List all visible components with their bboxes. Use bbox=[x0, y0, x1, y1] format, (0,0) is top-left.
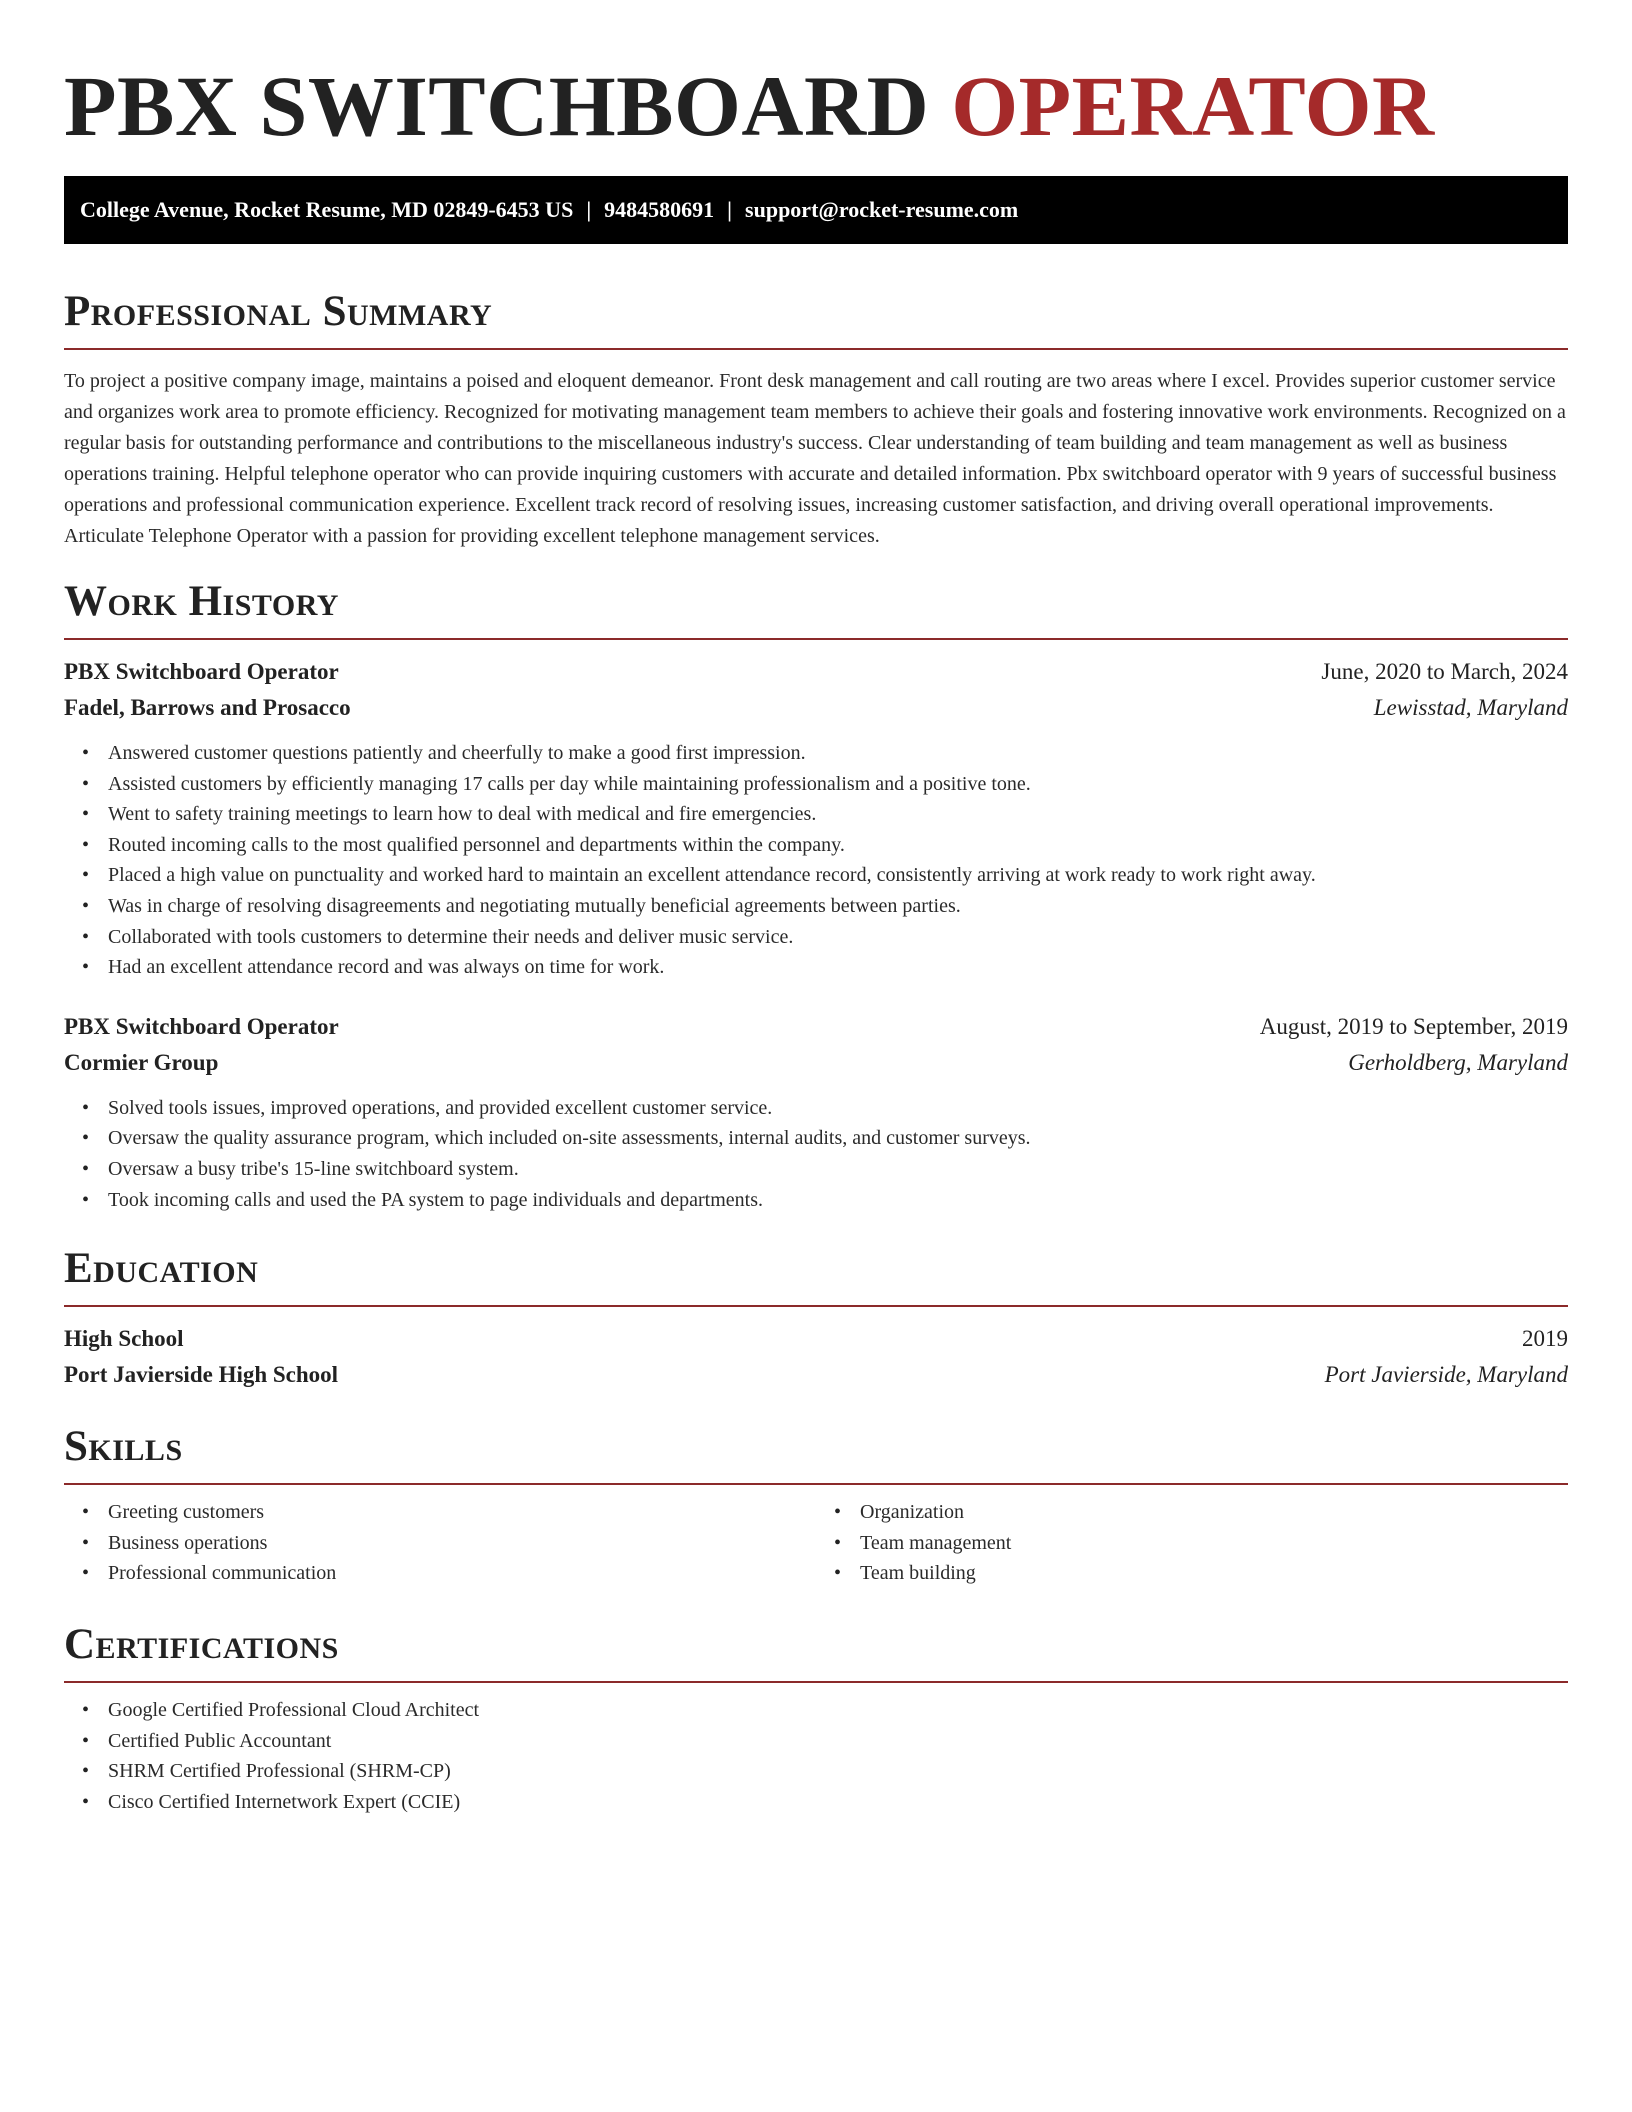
resume-name bbox=[64, 0, 1568, 156]
certifications-list bbox=[64, 1695, 1568, 1817]
job-title: PBX Switchboard Operator bbox=[64, 659, 339, 684]
job-entry bbox=[64, 1009, 1568, 1215]
list-item: • Routed incoming calls to the most qualified personnel and departments within the company. bbox=[108, 830, 1568, 861]
job-dates: August, 2019 to September, 2019 bbox=[1259, 1013, 1568, 1039]
certifications-section bbox=[64, 1619, 1568, 1817]
education-section bbox=[64, 1243, 1568, 1393]
job-company: Fadel, Barrows and Prosacco bbox=[64, 695, 351, 720]
work-history-title: Work History bbox=[64, 578, 339, 625]
education-location: Port Javierside, Maryland bbox=[1324, 1362, 1568, 1388]
job-bullets bbox=[64, 738, 1568, 983]
education-header-row bbox=[64, 1321, 1568, 1357]
list-item: • Oversaw the quality assurance program, which included on-site assessments, internal audits, and customer surveys. bbox=[108, 1123, 1568, 1154]
skill-item: • Team building bbox=[860, 1558, 1568, 1589]
education-entry bbox=[64, 1321, 1568, 1393]
resume-page bbox=[64, 0, 1568, 1817]
skills-grid bbox=[64, 1485, 1568, 1589]
job-title: PBX Switchboard Operator bbox=[64, 1013, 339, 1039]
job-entry bbox=[64, 654, 1568, 983]
skill-item: • Business operations bbox=[108, 1528, 816, 1559]
job-dates: June, 2020 to March, 2024 bbox=[1321, 659, 1568, 684]
list-item: • Solved tools issues, improved operations, and provided excellent customer service. bbox=[108, 1093, 1568, 1124]
work-history-section bbox=[64, 576, 1568, 1215]
education-title: Education bbox=[64, 1245, 259, 1293]
list-item: • Took incoming calls and used the PA system to page individuals and departments. bbox=[108, 1185, 1568, 1216]
skill-item: • Organization bbox=[860, 1497, 1568, 1528]
certifications-title: Certifications bbox=[64, 1620, 339, 1668]
contact-phone: 9484580691 bbox=[604, 197, 715, 222]
contact-separator: | bbox=[586, 197, 592, 222]
list-item: • Oversaw a busy tribe's 15-line switchboard system. bbox=[108, 1154, 1568, 1185]
section-divider bbox=[64, 638, 1568, 640]
list-item: • Went to safety training meetings to learn how to deal with medical and fire emergencies. bbox=[108, 799, 1568, 830]
skills-left-list bbox=[64, 1497, 816, 1589]
education-school-row bbox=[64, 1357, 1568, 1393]
skill-item: • Professional communication bbox=[108, 1558, 816, 1589]
list-item: • Placed a high value on punctuality and worked hard to maintain an excellent attendance record, consistently arriving at work ready to work right away. bbox=[108, 860, 1568, 891]
job-location: Lewisstad, Maryland bbox=[1373, 695, 1568, 720]
education-degree: High School bbox=[64, 1326, 184, 1352]
contact-address: College Avenue, Rocket Resume, MD 02849-6453 US bbox=[80, 197, 574, 222]
list-item: • Had an excellent attendance record and was always on time for work. bbox=[108, 952, 1568, 983]
job-header-row bbox=[64, 1009, 1568, 1045]
job-header-row bbox=[64, 654, 1568, 690]
contact-separator: | bbox=[727, 197, 733, 222]
list-item: • Assisted customers by efficiently managing 17 calls per day while maintaining professionalism and a positive tone. bbox=[108, 769, 1568, 800]
summary-text: To project a positive company image, maintains a poised and eloquent demeanor. Front desk management and call routing are two areas where I excel. Provides superior customer service and organizes work area to promote efficiency. Recognized for motivating management team members to achieve their goals and fostering innovative work environments. Recognized on a regular basis for outstanding performance and contributions to the miscellaneous industry's success. Clear understanding of team building and team management as well as business operations training. Helpful telephone operator who can provide inquiring customers with accurate and detailed information. Pbx switchboard operator with 9 years of successful business operations and professional communication experience. Excellent track record of resolving issues, increasing customer satisfaction, and driving overall operational improvements. Articulate Telephone Operator with a passion for providing excellent telephone management services. bbox=[64, 370, 1566, 547]
job-company-row bbox=[64, 690, 1568, 726]
skills-title: Skills bbox=[64, 1423, 183, 1471]
name-accent: OPERATOR bbox=[951, 58, 1435, 154]
skills-section bbox=[64, 1421, 1568, 1589]
list-item: • Answered customer questions patiently and cheerfully to make a good first impression. bbox=[108, 738, 1568, 769]
certification-item: • Google Certified Professional Cloud Architect bbox=[108, 1695, 1568, 1726]
list-item: • Collaborated with tools customers to determine their needs and deliver music service. bbox=[108, 922, 1568, 953]
contact-bar bbox=[64, 176, 1568, 244]
job-bullets bbox=[64, 1093, 1568, 1215]
section-divider bbox=[64, 1681, 1568, 1683]
section-divider bbox=[64, 348, 1568, 350]
education-school: Port Javierside High School bbox=[64, 1362, 339, 1388]
job-company: Cormier Group bbox=[64, 1049, 219, 1075]
list-item: • Was in charge of resolving disagreements and negotiating mutually beneficial agreements between parties. bbox=[108, 891, 1568, 922]
summary-title: Professional Summary bbox=[64, 288, 493, 335]
certification-item: • SHRM Certified Professional (SHRM-CP) bbox=[108, 1756, 1568, 1787]
section-divider bbox=[64, 1305, 1568, 1307]
education-year: 2019 bbox=[1522, 1326, 1568, 1352]
certification-item: • Cisco Certified Internetwork Expert (CCIE) bbox=[108, 1787, 1568, 1818]
skill-item: • Team management bbox=[860, 1528, 1568, 1559]
certification-item: • Certified Public Accountant bbox=[108, 1726, 1568, 1757]
contact-email: support@rocket-resume.com bbox=[745, 197, 1019, 222]
skills-right-list bbox=[816, 1497, 1568, 1589]
job-company-row bbox=[64, 1045, 1568, 1081]
job-location: Gerholdberg, Maryland bbox=[1348, 1049, 1568, 1075]
summary-section bbox=[64, 286, 1568, 552]
skill-item: • Greeting customers bbox=[108, 1497, 816, 1528]
name-primary: PBX SWITCHBOARD bbox=[64, 58, 952, 154]
